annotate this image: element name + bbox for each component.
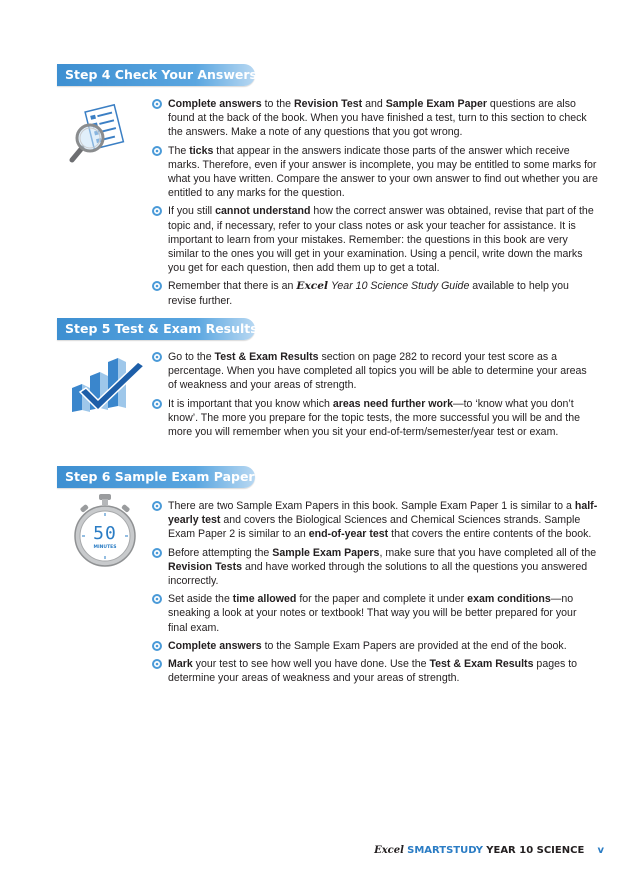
body-text: and (362, 98, 386, 110)
step6-bullet-list (152, 499, 598, 689)
magnifier-document-icon (68, 100, 132, 164)
body-text: The (168, 144, 190, 157)
bullet-icon (152, 281, 162, 291)
step4-bullet-item (152, 279, 598, 307)
body-text: your test to see how well you have done. Use the (192, 658, 430, 671)
step6-bullet-item (152, 657, 598, 685)
body-text: available to help you revise further. (168, 280, 569, 307)
bold-text: Complete answers (168, 98, 262, 110)
bold-text: ticks (189, 144, 214, 157)
body-text: Set aside the (168, 593, 233, 606)
bold-text: exam conditions (467, 593, 551, 606)
bold-text: cannot understand (215, 205, 311, 218)
body-text: to the Sample Exam Papers are provided at the end of the book. (261, 639, 567, 652)
body-text: —no sneaking a look at your notes or textbook! That way you will be better prepared for your final exam. (168, 593, 577, 634)
footer-brand: Excel (374, 845, 404, 856)
bullet-icon (152, 399, 162, 409)
body-text: Remember that there is an (168, 280, 297, 293)
bullet-icon (152, 146, 162, 156)
footer-series: SMARTSTUDY (407, 845, 484, 856)
body-text: It is important that you know which (168, 397, 333, 410)
body-text: Before attempting the (168, 546, 273, 559)
body-text: how the correct answer was obtained, revise that part of the topic and, if necessary, refer to your class notes or ask your teacher for assistance. It is important to learn from your mistakes. Remember: the questions in this book are very similar to the ones you will get in your examination. Using a pencil, write down the marks you get for each question, then add them up to get a total. (168, 205, 594, 275)
page-number: v (597, 845, 604, 856)
step5-bullet-item (152, 350, 598, 393)
body-text: for the paper and complete it under (296, 593, 468, 606)
bold-text: Revision Test (294, 98, 363, 110)
bullet-icon (152, 548, 162, 558)
brand-text: Excel (296, 280, 328, 293)
bullet-icon (152, 659, 162, 669)
body-text: and covers the Biological Sciences and Chemical Sciences strands. Sample Exam Paper 2 is similar to an (168, 514, 581, 541)
body-text: that covers the entire contents of the book. (388, 528, 592, 541)
footer-title: YEAR 10 SCIENCE (486, 845, 585, 856)
step6-bullet-item (152, 499, 598, 542)
bullet-icon (152, 501, 162, 511)
body-text: —to ‘know what you don’t know’. The more you prepare for the topic tests, the more successful you will be and the more you will remember when you sit your end-of-term/semester/year test or exam. (168, 397, 580, 439)
bold-text: Sample Exam Paper (385, 98, 487, 110)
step4-heading-bar (57, 64, 255, 86)
body-text: pages to determine your areas of weakness and your areas of strength. (168, 658, 578, 685)
body-text: and have worked through the solutions to all the questions you answered incorrectly. (168, 560, 588, 588)
step4-heading: Step 4 Check Your Answers (65, 67, 257, 82)
bold-text: Complete answers (168, 639, 262, 652)
step4-bullet-list (152, 97, 598, 312)
bold-text: Revision Tests (168, 560, 242, 573)
body-text: , make sure that you have completed all of the (379, 546, 597, 559)
step4-bullet-item (152, 97, 598, 140)
stopwatch-number: 50 (93, 523, 117, 544)
step6-heading-bar (57, 466, 263, 488)
bold-text: areas need further work (332, 397, 453, 410)
bold-text: Test & Exam Results (429, 658, 534, 671)
step6-bullet-item (152, 546, 598, 589)
body-text: There are two Sample Exam Papers in this book. Sample Exam Paper 1 is similar to a (168, 500, 575, 512)
bold-text: half-yearly test (168, 500, 598, 527)
step5-heading-bar (57, 318, 258, 340)
bullet-icon (152, 206, 162, 216)
body-text: Go to the (168, 351, 215, 363)
body-text: If you still (168, 205, 216, 218)
bullet-icon (152, 594, 162, 604)
step4-bullet-item (152, 204, 598, 275)
bold-text: Sample Exam Papers (272, 546, 380, 559)
body-text: that appear in the answers indicate those parts of the answer which receive marks. Therefore, even if your answer is incomplete, you may be entitled to some marks for what you have written. Compare the answer to your own answer to find out whether you are entitled to any marks for the question. (168, 144, 598, 200)
bold-text: end-of-year test (308, 528, 389, 541)
step4-bullet-item (152, 144, 598, 201)
body-text: to the (261, 98, 295, 110)
step6-heading: Step 6 Sample Exam Papers (65, 469, 263, 484)
italic-text: Year 10 Science Study Guide (330, 280, 470, 293)
step5-bullet-list (152, 350, 598, 443)
bold-text: Test & Exam Results (214, 351, 319, 363)
bold-text: Mark (168, 658, 193, 671)
bullet-icon (152, 352, 162, 362)
bullet-icon (152, 99, 162, 109)
bar-chart-tick-icon (68, 348, 148, 414)
bold-text: time allowed (232, 593, 297, 606)
stopwatch-icon (72, 492, 138, 570)
body-text: section on page 282 to record your test score as a percentage. When you have completed all topics you will be able to determine your areas of weakness and your areas of strength. (168, 351, 587, 392)
bullet-icon (152, 641, 162, 651)
step6-bullet-item (152, 592, 598, 635)
step5-heading: Step 5 Test & Exam Results (65, 321, 258, 336)
step6-bullet-item (152, 639, 598, 653)
body-text: questions are also found at the back of the book. When you have finished a test, turn to this section to check the answers. Make a note of any questions that you got wrong. (168, 98, 587, 139)
step5-bullet-item (152, 397, 598, 440)
page-footer (374, 845, 604, 856)
stopwatch-unit: MINUTES (93, 545, 117, 550)
